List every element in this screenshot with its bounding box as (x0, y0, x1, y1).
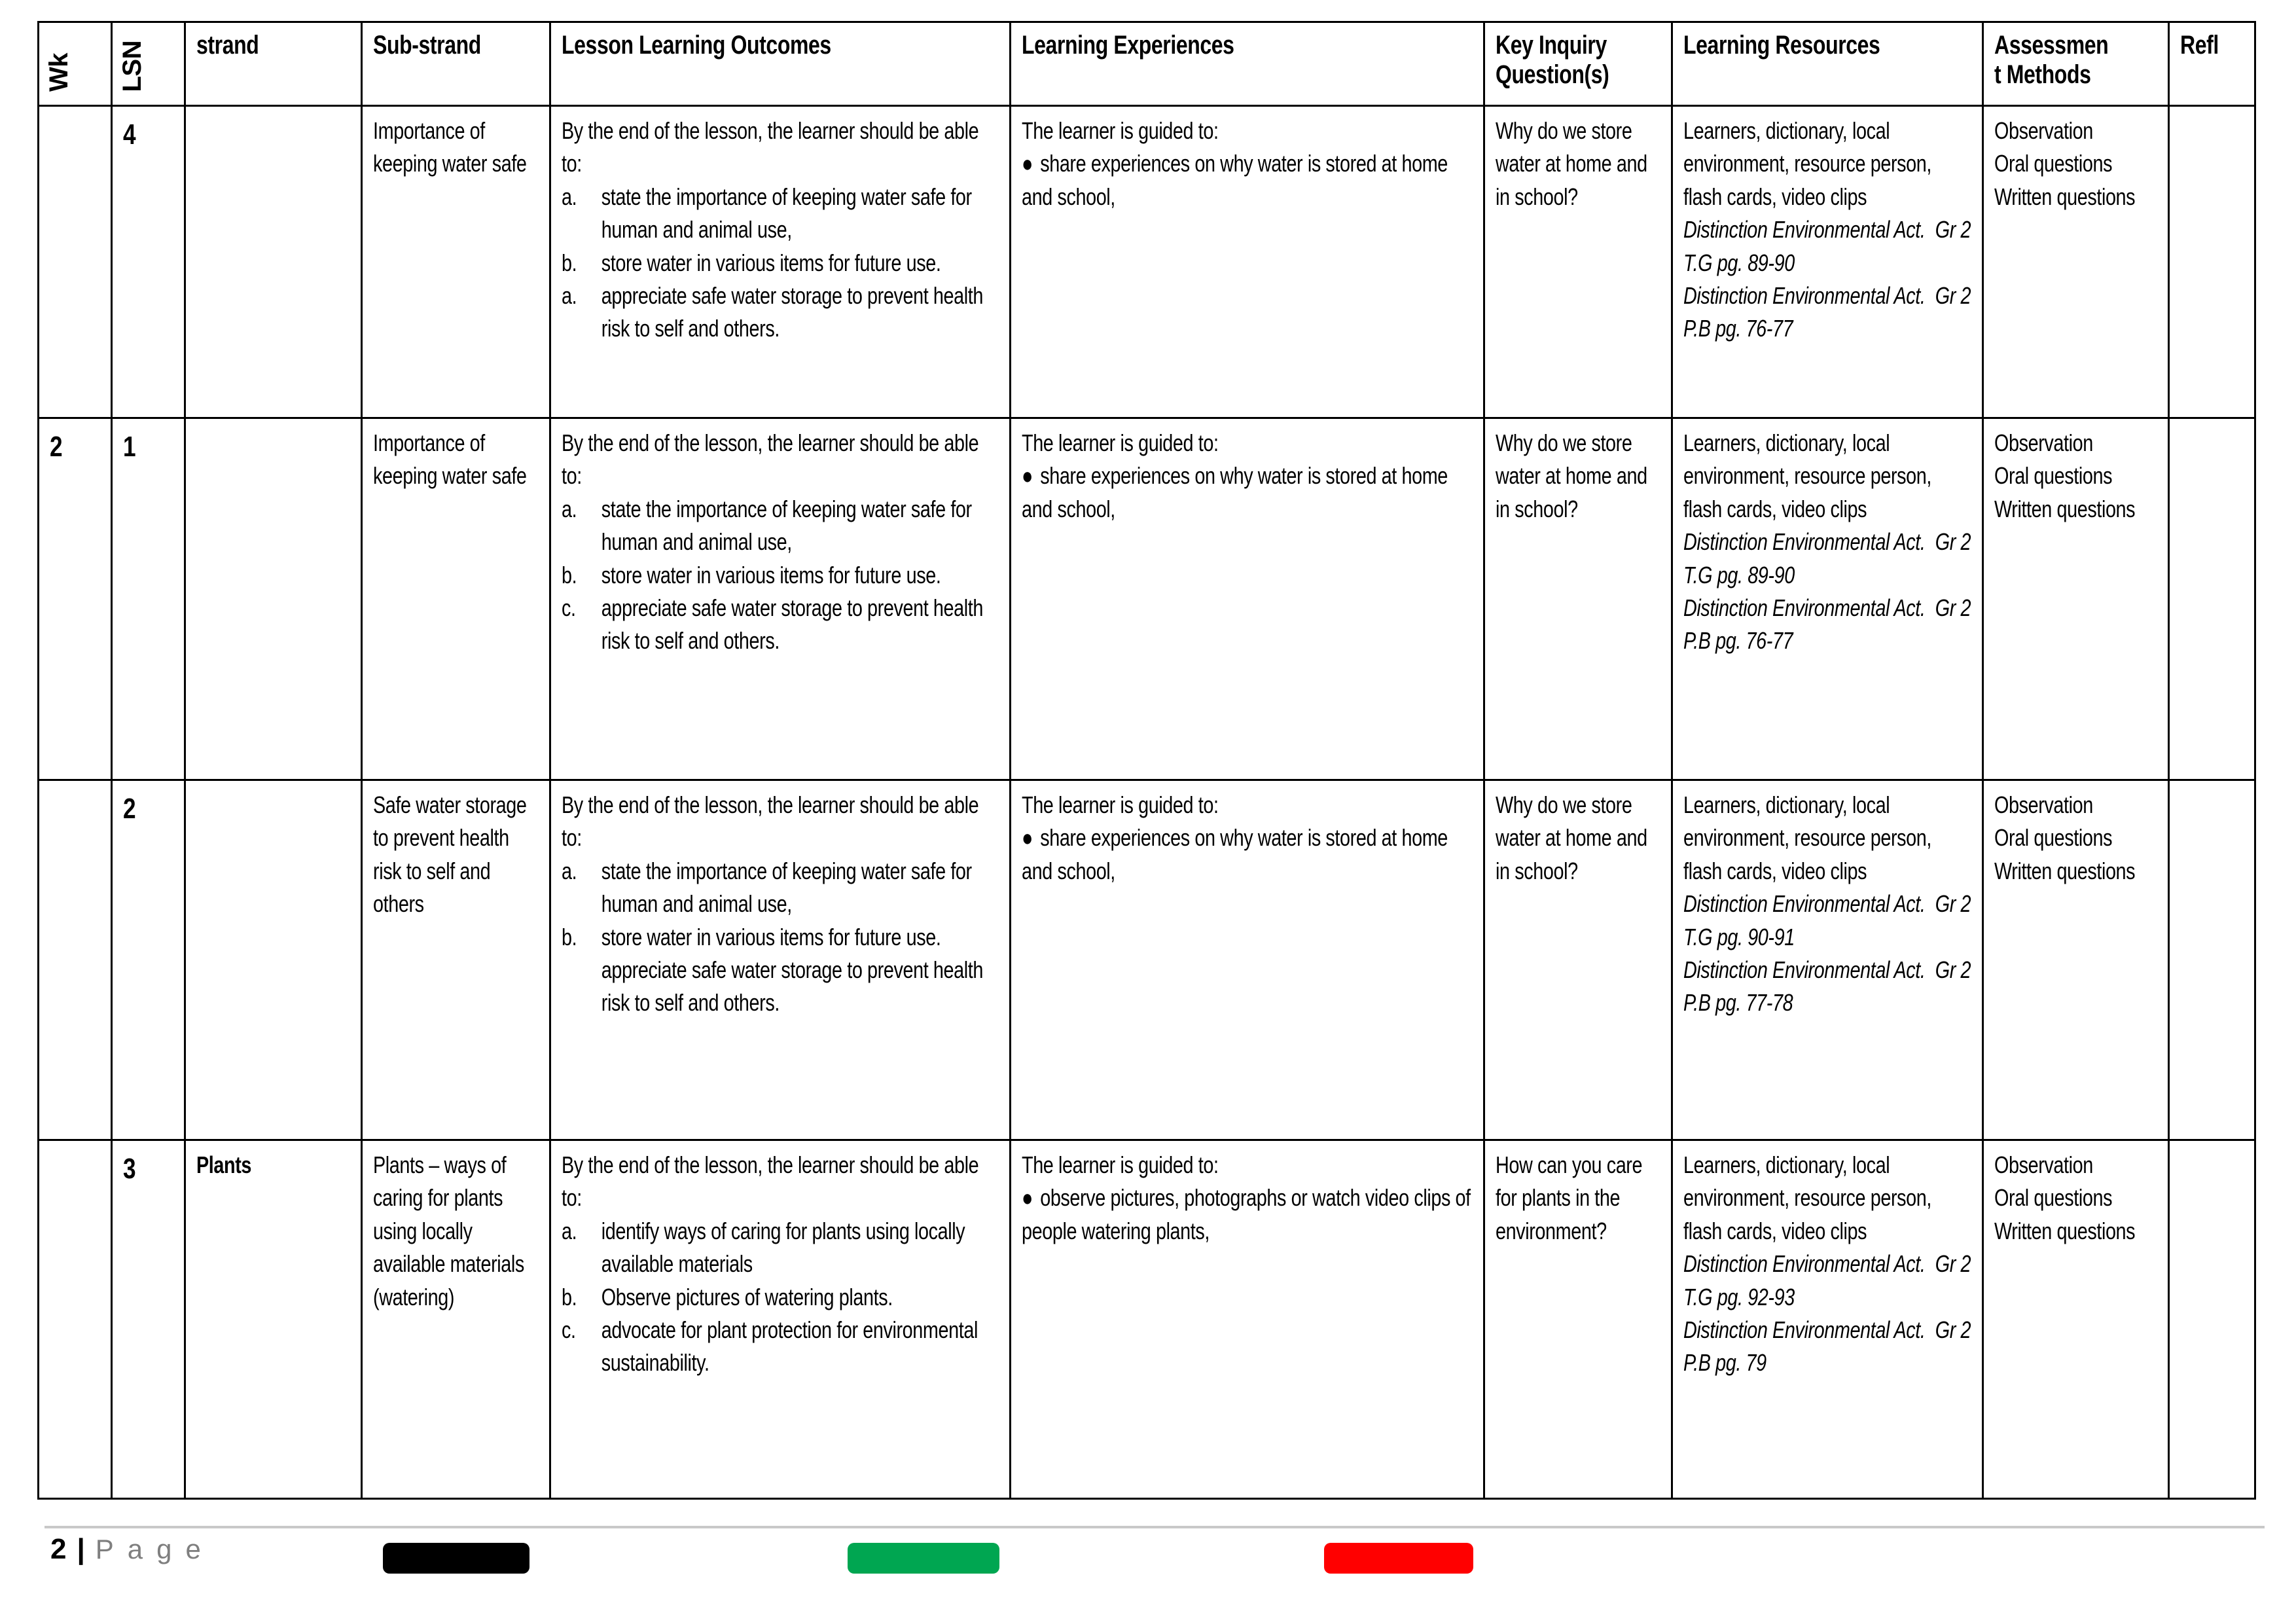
resources-ref: Distinction Environmental Act. Gr 2 P.B pg. 76-77 (1683, 594, 1971, 655)
bullet-icon: ● (1022, 824, 1033, 852)
page-label: Page (95, 1534, 215, 1564)
sub-strand-cell: Safe water storage to prevent health risk to self and others (362, 780, 550, 1140)
refl-cell (2169, 780, 2255, 1140)
bullet-icon: ● (1022, 150, 1033, 177)
resources-ref: Distinction Environmental Act. Gr 2 T.G pg. 89-90 (1683, 216, 1971, 276)
green-swatch (848, 1543, 999, 1574)
assessment-cell: Observation Oral questions Written questions (1983, 1140, 2169, 1499)
outcome-item: c. appreciate safe water storage to prevent health risk to self and others. (562, 594, 983, 655)
outcome-item: a. state the importance of keeping water safe for human and animal use, (562, 183, 972, 244)
outcome-item: appreciate safe water storage to prevent health risk to self and others. (601, 956, 983, 1017)
outcomes-cell (550, 1140, 1011, 1499)
experiences-intro: The learner is guided to: (1022, 117, 1219, 144)
lsn-cell: 1 (112, 418, 185, 780)
resources-plain: Learners, dictionary, local environment, resource person, flash cards, video clips (1683, 791, 1931, 884)
outcomes-cell (550, 780, 1011, 1140)
header-refl: Refl (2169, 22, 2255, 106)
resources-ref: Distinction Environmental Act. Gr 2 T.G pg. 89-90 (1683, 528, 1971, 588)
header-wk-label: Wk (45, 53, 73, 92)
table-row (39, 1140, 2255, 1499)
sub-strand-cell: Importance of keeping water safe (362, 106, 550, 418)
outcomes-intro: By the end of the lesson, the learner should be able to: (562, 1151, 979, 1212)
resources-ref: Distinction Environmental Act. Gr 2 T.G pg. 92-93 (1683, 1250, 1971, 1310)
experiences-cell (1011, 780, 1484, 1140)
table-header-row (39, 22, 2255, 106)
outcome-item: a. state the importance of keeping water safe for human and animal use, (562, 495, 972, 556)
outcome-item: b. store water in various items for future use. (562, 561, 941, 588)
scheme-of-work-table (37, 21, 2256, 1500)
table-row (39, 418, 2255, 780)
strand-cell (185, 780, 362, 1140)
resources-ref: Distinction Environmental Act. Gr 2 P.B pg. 77-78 (1683, 956, 1971, 1017)
strand-cell (185, 418, 362, 780)
resources-plain: Learners, dictionary, local environment, resource person, flash cards, video clips (1683, 1151, 1931, 1244)
resources-ref: Distinction Environmental Act. Gr 2 P.B pg. 79 (1683, 1316, 1971, 1377)
footer-divider (45, 1526, 2265, 1528)
header-learning-experiences: Learning Experiences (1011, 22, 1484, 106)
outcomes-intro: By the end of the lesson, the learner should be able to: (562, 791, 979, 852)
experiences-cell (1011, 1140, 1484, 1499)
outcome-item: a. state the importance of keeping water safe for human and animal use, (562, 857, 972, 918)
sub-strand-cell: Plants – ways of caring for plants using locally available materials (watering) (362, 1140, 550, 1499)
experiences-item: ● share experiences on why water is stored at home and school, (1022, 462, 1448, 522)
page-footer (50, 1533, 215, 1566)
refl-cell (2169, 106, 2255, 418)
strand-cell (185, 106, 362, 418)
header-wk (39, 22, 112, 106)
sub-strand-cell: Importance of keeping water safe (362, 418, 550, 780)
resources-ref: Distinction Environmental Act. Gr 2 T.G pg. 90-91 (1683, 890, 1971, 950)
lsn-cell: 4 (112, 106, 185, 418)
experiences-item: ● observe pictures, photographs or watch video clips of people watering plants, (1022, 1184, 1471, 1244)
resources-plain: Learners, dictionary, local environment, resource person, flash cards, video clips (1683, 429, 1931, 522)
experiences-item: ● share experiences on why water is stored at home and school, (1022, 150, 1448, 210)
refl-cell (2169, 418, 2255, 780)
key-inquiry-cell: Why do we store water at home and in school? (1484, 780, 1672, 1140)
outcomes-cell (550, 418, 1011, 780)
black-swatch (383, 1543, 529, 1574)
experiences-intro: The learner is guided to: (1022, 1151, 1219, 1178)
outcome-item: b. Observe pictures of watering plants. (562, 1283, 893, 1310)
header-lsn-label: LSN (118, 40, 147, 92)
outcome-item: a. identify ways of caring for plants using locally available materials (562, 1217, 965, 1278)
experiences-cell (1011, 106, 1484, 418)
header-assessment-methods (1983, 22, 2169, 106)
header-strand: strand (185, 22, 362, 106)
outcome-item: c. advocate for plant protection for environmental sustainability. (562, 1316, 978, 1377)
key-inquiry-cell: Why do we store water at home and in school? (1484, 106, 1672, 418)
bullet-icon: ● (1022, 1184, 1033, 1212)
assessment-header-line-1: Assessmen (1994, 31, 2109, 60)
key-inquiry-cell: How can you care for plants in the environment? (1484, 1140, 1672, 1499)
lsn-cell: 3 (112, 1140, 185, 1499)
experiences-cell (1011, 418, 1484, 780)
resources-cell (1672, 418, 1983, 780)
lsn-cell: 2 (112, 780, 185, 1140)
assessment-cell: Observation Oral questions Written questions (1983, 106, 2169, 418)
experiences-item: ● share experiences on why water is stored at home and school, (1022, 824, 1448, 884)
header-learning-resources: Learning Resources (1672, 22, 1983, 106)
wk-cell (39, 780, 112, 1140)
experiences-intro: The learner is guided to: (1022, 791, 1219, 818)
wk-cell: 2 (39, 418, 112, 780)
header-key-inquiry-questions: Key Inquiry Question(s) (1484, 22, 1672, 106)
header-lesson-learning-outcomes: Lesson Learning Outcomes (550, 22, 1011, 106)
table-row (39, 780, 2255, 1140)
outcomes-intro: By the end of the lesson, the learner should be able to: (562, 117, 979, 177)
outcome-item: b. store water in various items for future use. (562, 923, 941, 950)
experiences-intro: The learner is guided to: (1022, 429, 1219, 456)
assessment-cell: Observation Oral questions Written questions (1983, 780, 2169, 1140)
resources-cell (1672, 1140, 1983, 1499)
assessment-header-line-2: t Methods (1994, 60, 2091, 89)
page-number-separator: | (77, 1533, 85, 1565)
key-inquiry-cell: Why do we store water at home and in school? (1484, 418, 1672, 780)
table-row (39, 106, 2255, 418)
wk-cell (39, 1140, 112, 1499)
wk-cell (39, 106, 112, 418)
resources-cell (1672, 780, 1983, 1140)
resources-cell (1672, 106, 1983, 418)
outcomes-cell (550, 106, 1011, 418)
outcome-item: a. appreciate safe water storage to prevent health risk to self and others. (562, 281, 983, 342)
header-lsn (112, 22, 185, 106)
red-swatch (1324, 1543, 1473, 1574)
assessment-cell: Observation Oral questions Written questions (1983, 418, 2169, 780)
outcomes-intro: By the end of the lesson, the learner should be able to: (562, 429, 979, 490)
resources-ref: Distinction Environmental Act. Gr 2 P.B pg. 76-77 (1683, 281, 1971, 342)
page-number: 2 (50, 1533, 67, 1565)
header-sub-strand: Sub-strand (362, 22, 550, 106)
bullet-icon: ● (1022, 462, 1033, 490)
resources-plain: Learners, dictionary, local environment, resource person, flash cards, video clips (1683, 117, 1931, 210)
outcome-item: b. store water in various items for future use. (562, 249, 941, 276)
refl-cell (2169, 1140, 2255, 1499)
strand-cell: Plants (185, 1140, 362, 1499)
